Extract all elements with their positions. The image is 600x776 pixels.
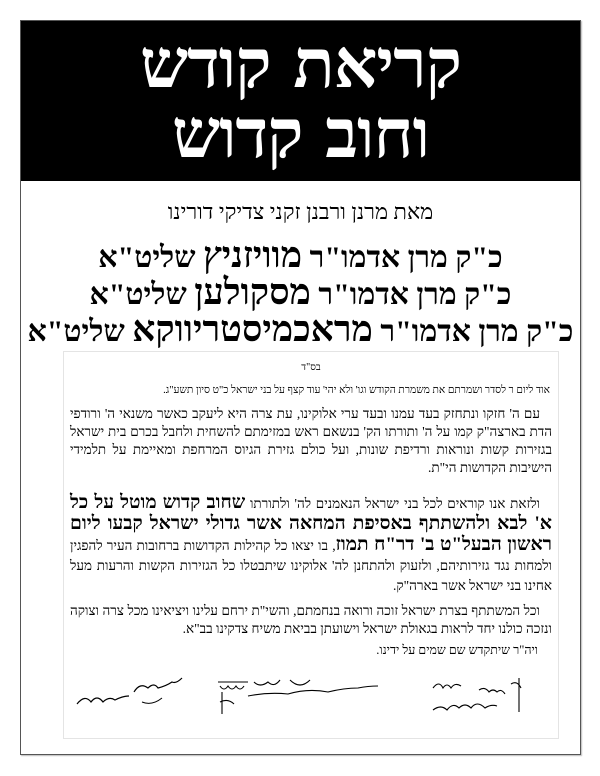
title-line-2: וחוב קדוש [171, 94, 430, 174]
rebbe-title: כ"ק מרן אדמו"ר [372, 315, 574, 348]
paragraph-2-emphasis: שחוב קדוש מוטל על כל א' לבא ולהשתתף באסיפת המחאה אשר גדולי ישראל קבעו ליום ראשון הבעל"ט ב' דר"ח תמוז [70, 492, 552, 555]
rebbe-name: מוויזניץ [202, 235, 303, 275]
rebbe-line-1 [21, 235, 580, 275]
paragraph-2-intro: ולזאת אנו קוראים לכל בני ישראל הנאמנים לה' ולתורתו [245, 496, 540, 511]
paragraph-1: עם ה' חזקו ונתחזק בעד עמנו ובעד ערי אלוקינו, עת צרה היא ליעקב כאשר משנאי ה' ורודפי הדת בארצה"ק קמו על ה' ותורתו הק' בנשאם ראש במזימתם להשחית ולחבל בכרם בית ישראל בגזירות קשות ונוראות ורדיפת שונות, ועל כולם גזירת הגיוס המרחפת ומאיימת על תלמידי הישיבות הקדושות הי"ת. [70, 406, 552, 475]
poster-frame [20, 20, 581, 755]
signature-left [72, 672, 202, 712]
rebbe-line-2 [21, 272, 580, 312]
rebbe-name: מסקולען [194, 272, 311, 312]
rebbe-name: מראכמיסטריווקא [132, 309, 373, 349]
bsd-mark: בס"ד [301, 362, 321, 373]
rebbe-line-3 [21, 309, 580, 349]
rebbe-suffix: שליט"א [27, 315, 133, 348]
title-line-1: קריאת קודש [139, 24, 462, 104]
rebbe-title: כ"ק מרן אדמו"ר [310, 278, 512, 311]
subtitle: מאת מרנן ורבנן זקני צדיקי דורינו [167, 199, 434, 224]
paragraph-3: וכל המשתתף בצרת ישראל זוכה ורואה בנחמתם, והשי"ת ירחם עלינו ויציאינו מכל צרה וצוקה ונזכה כולנו יחד לראות בגאולת ישראל וישועתן בביאת משיח צדקינו בב"א. [70, 603, 552, 636]
letter-box [63, 351, 559, 739]
date-line: אוד ליום ר לסדר ושמרתם את משמרת הקודש וגו' ולא יהי' עוד קצף על בני ישראל כ"ט סיון תשע"ג. [163, 385, 550, 396]
paragraph-2-rest: , בו יצאו כל קהילות הקדושות ברחובות העיר להפגין ולמחות נגד גזירותיהם, ולזעוק ולהתחנן לה' אלוקינו שיתבטלו כל הגזירות הקשות והרעות מעל אחינו בני ישראל אשר בארה"ק. [70, 538, 552, 593]
signature-center [214, 672, 394, 718]
rebbe-suffix: שליט"א [98, 241, 203, 274]
paragraph-2 [70, 493, 552, 596]
rebbe-title: כ"ק מרן אדמו"ר [302, 241, 503, 274]
closing-line: ויה"ר שיתקדש שם שמים על ידינו. [376, 643, 538, 657]
signature-right [419, 672, 539, 718]
title-banner [21, 21, 580, 181]
rebbe-suffix: שליט"א [89, 278, 195, 311]
